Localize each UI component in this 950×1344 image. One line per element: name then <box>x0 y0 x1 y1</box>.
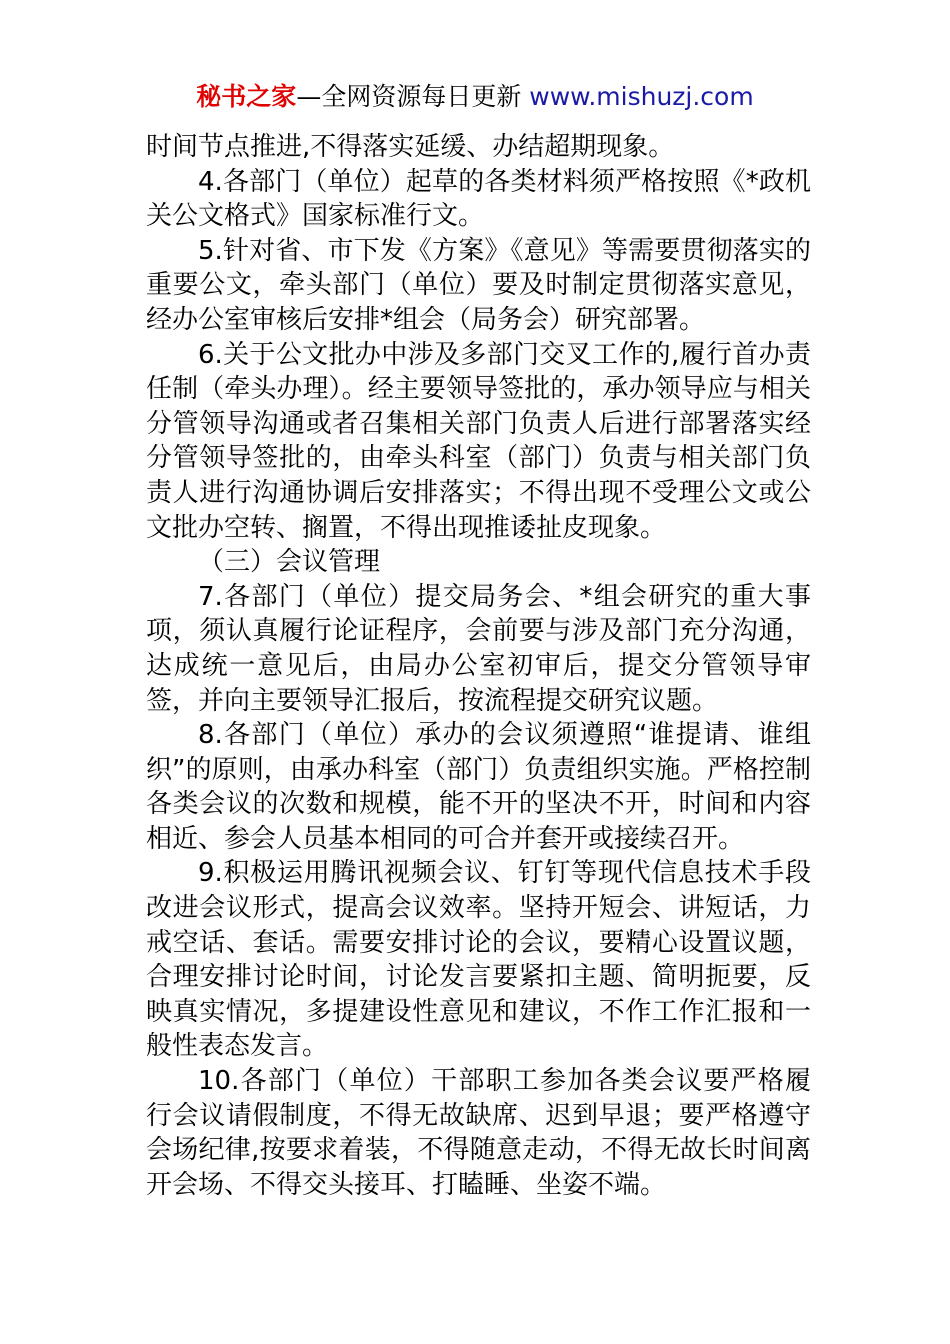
paragraph-item-10: 10.各部门（单位）干部职工参加各类会议要严格履行会议请假制度，不得无故缺席、迟到早退；要严格遵守会场纪律,按要求着装，不得随意走动，不得无故长时间离开会场、不得交头接耳、打瞌睡、坐姿不端。 <box>146 1066 811 1200</box>
paragraph-item-9: 9.积极运用腾讯视频会议、钉钉等现代信息技术手段改进会议形式，提高会议效率。坚持开短会、讲短话，力戒空话、套话。需要安排讨论的会议，要精心设置议题，合理安排讨论时间，讨论发言要紧扣主题、简明扼要，反映真实情况，多提建设性意见和建议，不作工作汇报和一般性表态发言。 <box>146 858 811 1062</box>
section-heading-meeting-management: （三）会议管理 <box>198 547 381 578</box>
paragraph-item-4: 4.各部门（单位）起草的各类材料须严格按照《*政机关公文格式》国家标准行文。 <box>146 166 811 232</box>
document-body <box>146 130 811 1202</box>
paragraph-item-7: 7.各部门（单位）提交局务会、*组会研究的重大事项，须认真履行论证程序，会前要与涉及部门充分沟通，达成统一意见后，由局办公室初审后，提交分管领导审签，并向主要领导汇报后，按流程提交研究议题。 <box>146 581 811 716</box>
paragraph-item-5: 5.针对省、市下发《方案》《意见》等需要贯彻落实的重要公文，牵头部门（单位）要及时制定贯彻落实意见，经办公室审核后安排*组会（局务会）研究部署。 <box>146 235 811 335</box>
paragraph-item-8: 8.各部门（单位）承办的会议须遵照“谁提请、谁组织”的原则，由承办科室（部门）负责组织实施。严格控制各类会议的次数和规模，能不开的坚决不开，时间和内容相近、参会人员基本相同的可合并套开或接续召开。 <box>146 720 811 854</box>
paragraph-item-6: 6.关于公文批办中涉及多部门交叉工作的,履行首办责任制（牵头办理）。经主要领导签批的，承办领导应与相关分管领导沟通或者召集相关部门负责人后进行部署落实经分管领导签批的，由牵头科室（部门）负责与相关部门负责人进行沟通协调后安排落实；不得出现不受理公文或公文批办空转、搁置，不得出现推诿扯皮现象。 <box>146 339 811 543</box>
site-brand: 秘书之家 <box>196 82 297 111</box>
site-tagline: —全网资源每日更新 <box>296 82 522 111</box>
site-url-link[interactable]: www.mishuzj.com <box>529 82 754 111</box>
paragraph-continuation: 时间节点推进,不得落实延缓、办结超期现象。 <box>146 132 675 162</box>
site-header <box>0 80 950 114</box>
